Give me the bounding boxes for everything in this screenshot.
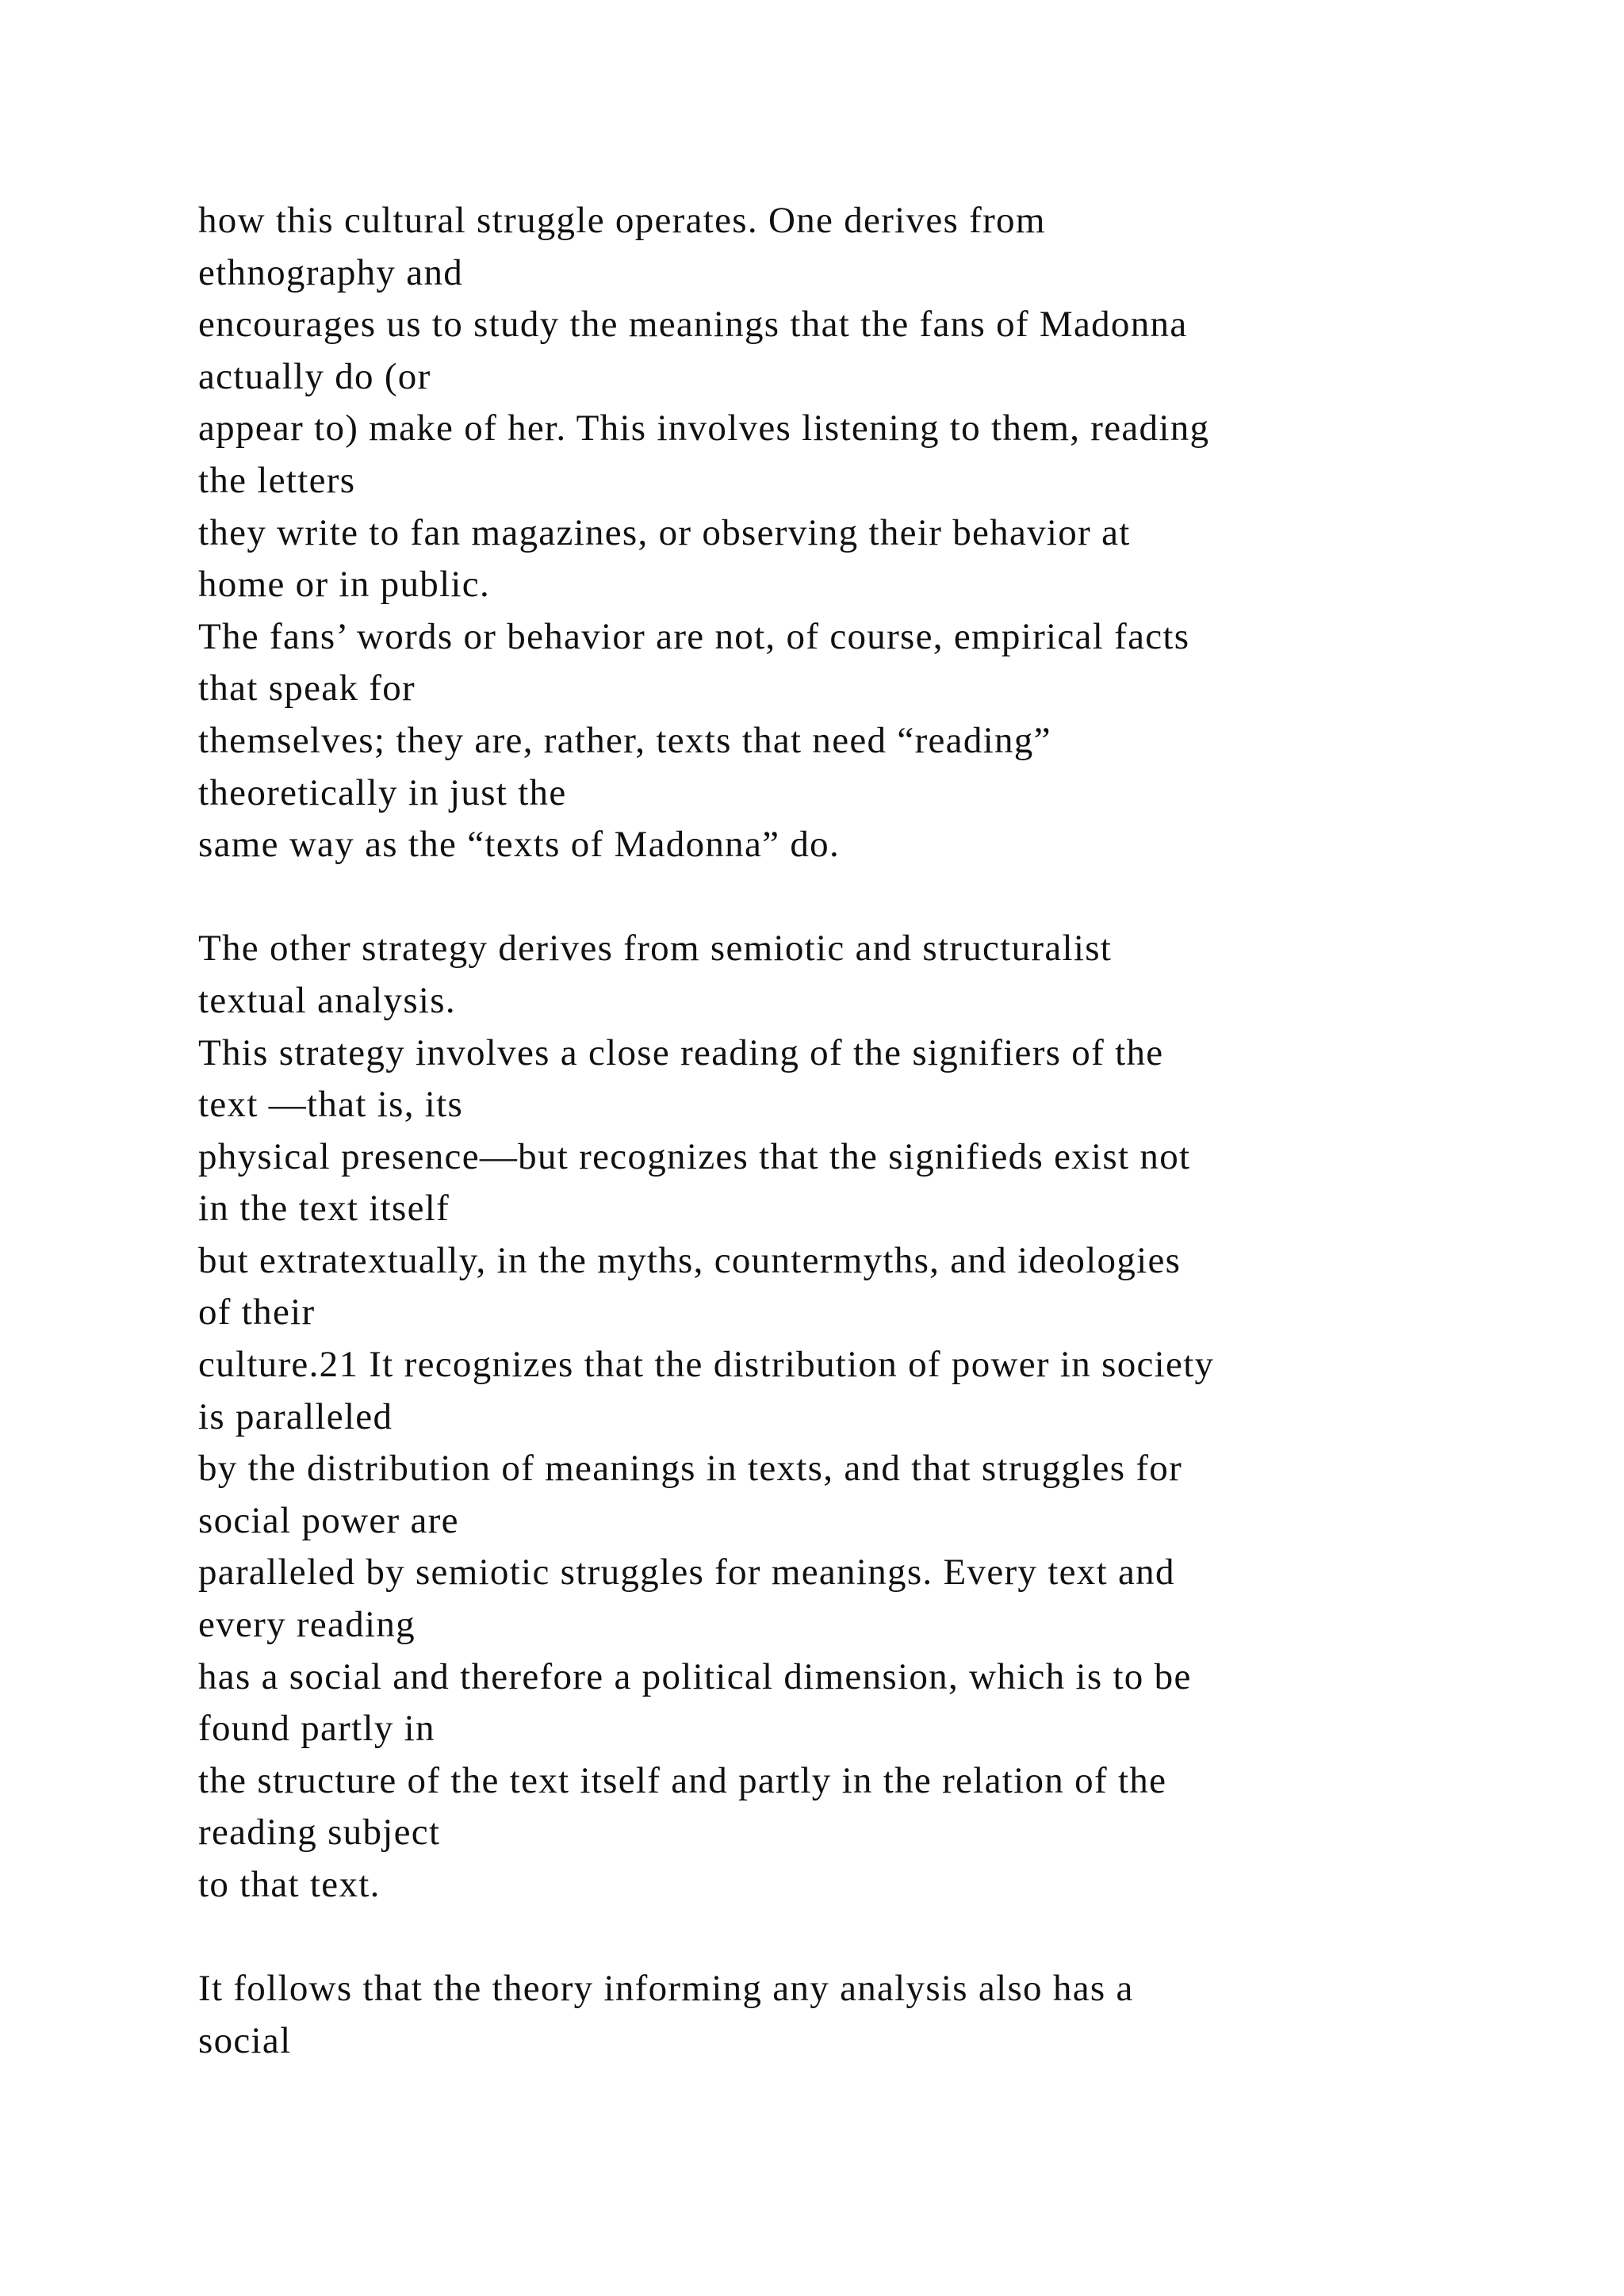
text-line: of their [198,1292,316,1334]
text-line: actually do (or [198,355,431,397]
text-line: social power are [198,1499,459,1541]
text-line: This strategy involves a close reading of the signifiers of the [198,1031,1164,1073]
text-line: themselves; they are, rather, texts that need “reading” [198,719,1051,761]
text-line: that speak for [198,668,416,710]
text-line: The other strategy derives from semiotic and structuralist [198,928,1113,970]
text-line: the letters [198,459,356,501]
text-line: how this cultural struggle operates. One derives from [198,200,1046,241]
text-line: theoretically in just the [198,771,567,813]
body-text [198,195,1546,2067]
text-line: social [198,2019,292,2061]
text-line: textual analysis. [198,979,456,1021]
text-line: same way as the “texts of Madonna” do. [198,824,840,866]
text-line: has a social and therefore a political dimension, which is to be [198,1655,1192,1697]
text-line: by the distribution of meanings in texts, and that struggles for [198,1448,1183,1490]
text-line: It follows that the theory informing any analysis also has a [198,1968,1134,2010]
text-line: every reading [198,1604,416,1646]
text-line: reading subject [198,1812,441,1854]
text-line: paralleled by semiotic struggles for meanings. Every text and [198,1552,1175,1594]
text-line: ethnography and [198,251,464,293]
text-line: physical presence—but recognizes that the signifieds exist not [198,1135,1191,1177]
text-line: they write to fan magazines, or observing their behavior at [198,511,1131,553]
text-line: the structure of the text itself and partly in the relation of the [198,1759,1167,1801]
text-line: is paralleled [198,1395,393,1437]
paragraph-break [198,1911,1546,1964]
text-line: text —that is, its [198,1084,464,1126]
text-line: in the text itself [198,1188,450,1230]
text-line: to that text. [198,1864,381,1905]
text-line: home or in public. [198,564,491,606]
paragraph-break [198,871,1546,924]
text-line: found partly in [198,1708,435,1750]
text-line: encourages us to study the meanings that the fans of Madonna [198,304,1188,346]
text-line: The fans’ words or behavior are not, of course, empirical facts [198,615,1190,657]
text-line: but extratextually, in the myths, countermyths, and ideologies [198,1239,1182,1281]
text-line: appear to) make of her. This involves listening to them, reading [198,408,1210,450]
text-line: culture.21 It recognizes that the distribution of power in society [198,1344,1215,1386]
